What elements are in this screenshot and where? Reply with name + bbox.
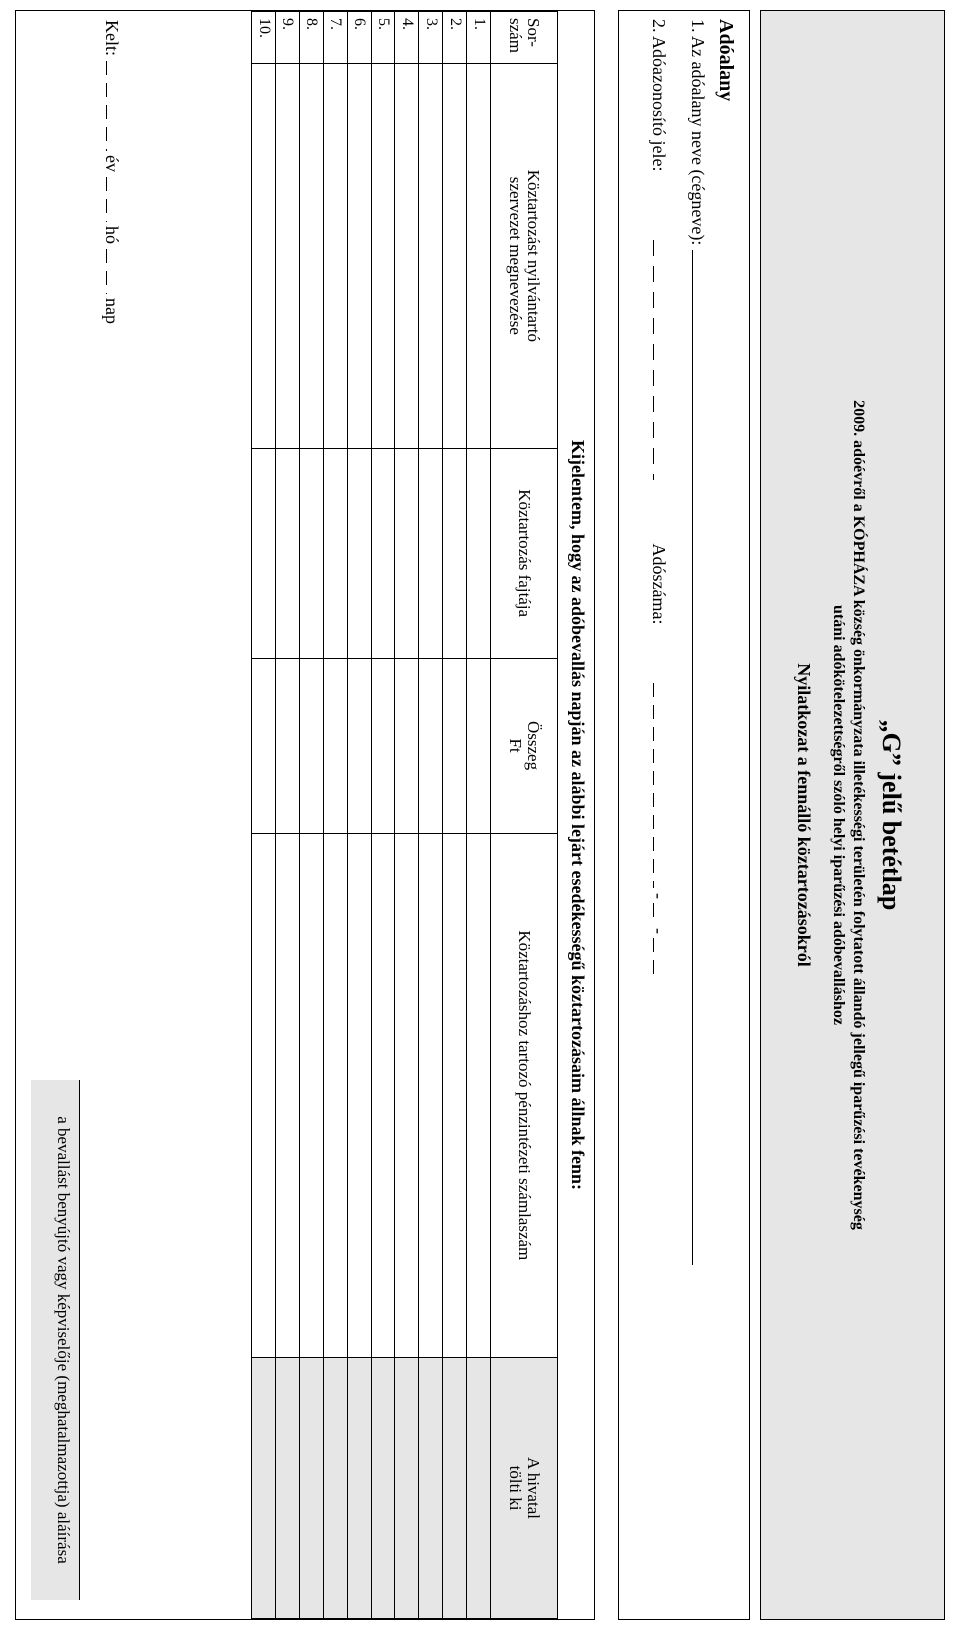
col-header-row-number: Sor- szám — [491, 12, 558, 64]
amount-cell[interactable] — [347, 658, 371, 833]
debt-type-cell[interactable] — [395, 448, 419, 658]
table-row — [467, 12, 491, 1619]
tax-number-field-part3[interactable] — [653, 938, 669, 978]
bank-account-cell[interactable] — [467, 833, 491, 1358]
table-row — [371, 12, 395, 1619]
tax-id-row — [648, 19, 669, 978]
table-row — [347, 12, 371, 1619]
taxpayer-section — [618, 10, 750, 1620]
taxpayer-name-label: 1. Az adóalany neve (cégneve): — [688, 19, 708, 246]
office-use-cell — [371, 1358, 395, 1619]
debts-heading: Kijelentem, hogy az adóbevallás napján az alábbi lejárt esedékességű köztartozásaim állnak fenn: — [568, 440, 588, 1190]
taxpayer-name-row — [687, 19, 709, 1265]
bank-account-cell[interactable] — [347, 833, 371, 1358]
table-row — [419, 12, 443, 1619]
tax-number-field-part1[interactable] — [653, 683, 669, 888]
debt-type-cell[interactable] — [419, 448, 443, 658]
office-use-cell — [419, 1358, 443, 1619]
signature-caption: a bevallást benyújtó vagy képviselője (meghatalmazottja) aláírása — [54, 1116, 73, 1564]
bank-account-cell[interactable] — [252, 833, 276, 1358]
bank-account-cell[interactable] — [275, 833, 299, 1358]
month-label: hó — [102, 226, 122, 244]
debt-type-cell[interactable] — [252, 448, 276, 658]
debt-type-cell[interactable] — [467, 448, 491, 658]
taxpayer-section-title: Adóalany — [715, 19, 737, 102]
table-row — [299, 12, 323, 1619]
table-row — [275, 12, 299, 1619]
bank-account-cell[interactable] — [323, 833, 347, 1358]
row-number-cell: 6. — [347, 12, 371, 64]
organization-cell[interactable] — [443, 63, 467, 448]
organization-cell[interactable] — [395, 63, 419, 448]
organization-cell[interactable] — [467, 63, 491, 448]
office-use-cell — [467, 1358, 491, 1619]
month-field[interactable] — [106, 177, 122, 222]
debt-type-cell[interactable] — [275, 448, 299, 658]
debts-table — [251, 11, 558, 1619]
row-number-cell: 7. — [323, 12, 347, 64]
organization-cell[interactable] — [323, 63, 347, 448]
form-subtitle-line3: Nyilatkozat a fennálló köztartozásokról — [794, 663, 814, 967]
col-header-office-use: A hivatal tölti ki — [491, 1358, 558, 1619]
amount-cell[interactable] — [443, 658, 467, 833]
row-number-cell: 5. — [371, 12, 395, 64]
organization-cell[interactable] — [371, 63, 395, 448]
date-row — [101, 20, 122, 324]
form-header — [760, 10, 945, 1620]
tax-number-separator-2: - — [649, 927, 669, 934]
amount-cell[interactable] — [371, 658, 395, 833]
col-header-bank-account: Köztartozáshoz tartozó pénzintézeti számlaszám — [491, 833, 558, 1358]
row-number-cell: 4. — [395, 12, 419, 64]
form-subtitle-line2: utáni adókötelezettségről szóló helyi iparűzési adóbevalláshoz — [830, 605, 847, 1025]
debt-type-cell[interactable] — [323, 448, 347, 658]
office-use-cell — [299, 1358, 323, 1619]
debt-type-cell[interactable] — [371, 448, 395, 658]
table-row — [395, 12, 419, 1619]
date-label: Kelt: — [102, 20, 122, 56]
organization-cell[interactable] — [299, 63, 323, 448]
row-number-cell: 2. — [443, 12, 467, 64]
amount-cell[interactable] — [252, 658, 276, 833]
col-header-amount: Összeg Ft — [491, 658, 558, 833]
col-header-organization: Köztartozást nyilvántartó szervezet megnevezése — [491, 63, 558, 448]
col-header-debt-type: Köztartozás fajtája — [491, 448, 558, 658]
row-number-cell: 9. — [275, 12, 299, 64]
row-number-cell: 3. — [419, 12, 443, 64]
office-use-cell — [323, 1358, 347, 1619]
tax-id-field[interactable] — [653, 240, 669, 480]
row-number-cell: 10. — [252, 12, 276, 64]
bank-account-cell[interactable] — [395, 833, 419, 1358]
form-subtitle-line1: 2009. adóévről a KÓPHÁZA község önkormányzata illetékességi területén folytatott állandó jellegű iparűzési tevékenység — [850, 400, 867, 1230]
bank-account-cell[interactable] — [371, 833, 395, 1358]
amount-cell[interactable] — [323, 658, 347, 833]
tax-number-field-part2[interactable] — [653, 903, 669, 923]
table-row — [252, 12, 276, 1619]
organization-cell[interactable] — [252, 63, 276, 448]
amount-cell[interactable] — [467, 658, 491, 833]
taxpayer-name-field[interactable] — [692, 250, 709, 1265]
bank-account-cell[interactable] — [299, 833, 323, 1358]
debt-type-cell[interactable] — [347, 448, 371, 658]
table-row — [323, 12, 347, 1619]
table-row — [443, 12, 467, 1619]
day-label: nap — [102, 298, 122, 324]
organization-cell[interactable] — [275, 63, 299, 448]
day-field[interactable] — [106, 249, 122, 294]
tax-number-label: Adószáma: — [649, 543, 669, 625]
year-field[interactable] — [106, 61, 122, 151]
year-label: év — [102, 155, 122, 172]
debt-type-cell[interactable] — [299, 448, 323, 658]
amount-cell[interactable] — [275, 658, 299, 833]
bank-account-cell[interactable] — [419, 833, 443, 1358]
amount-cell[interactable] — [419, 658, 443, 833]
office-use-cell — [252, 1358, 276, 1619]
office-use-cell — [347, 1358, 371, 1619]
office-use-cell — [275, 1358, 299, 1619]
tax-number-separator-1: - — [649, 892, 669, 899]
row-number-cell: 1. — [467, 12, 491, 64]
row-number-cell: 8. — [299, 12, 323, 64]
bank-account-cell[interactable] — [443, 833, 467, 1358]
office-use-cell — [443, 1358, 467, 1619]
tax-id-label: 2. Adóazonosító jele: — [649, 19, 669, 172]
amount-cell[interactable] — [395, 658, 419, 833]
office-use-cell — [395, 1358, 419, 1619]
organization-cell[interactable] — [419, 63, 443, 448]
organization-cell[interactable] — [347, 63, 371, 448]
signature-field[interactable] — [31, 1080, 80, 1600]
debts-table-header-row — [491, 12, 558, 1619]
amount-cell[interactable] — [299, 658, 323, 833]
debt-type-cell[interactable] — [443, 448, 467, 658]
form-title: „G” jelű betétlap — [877, 719, 906, 911]
